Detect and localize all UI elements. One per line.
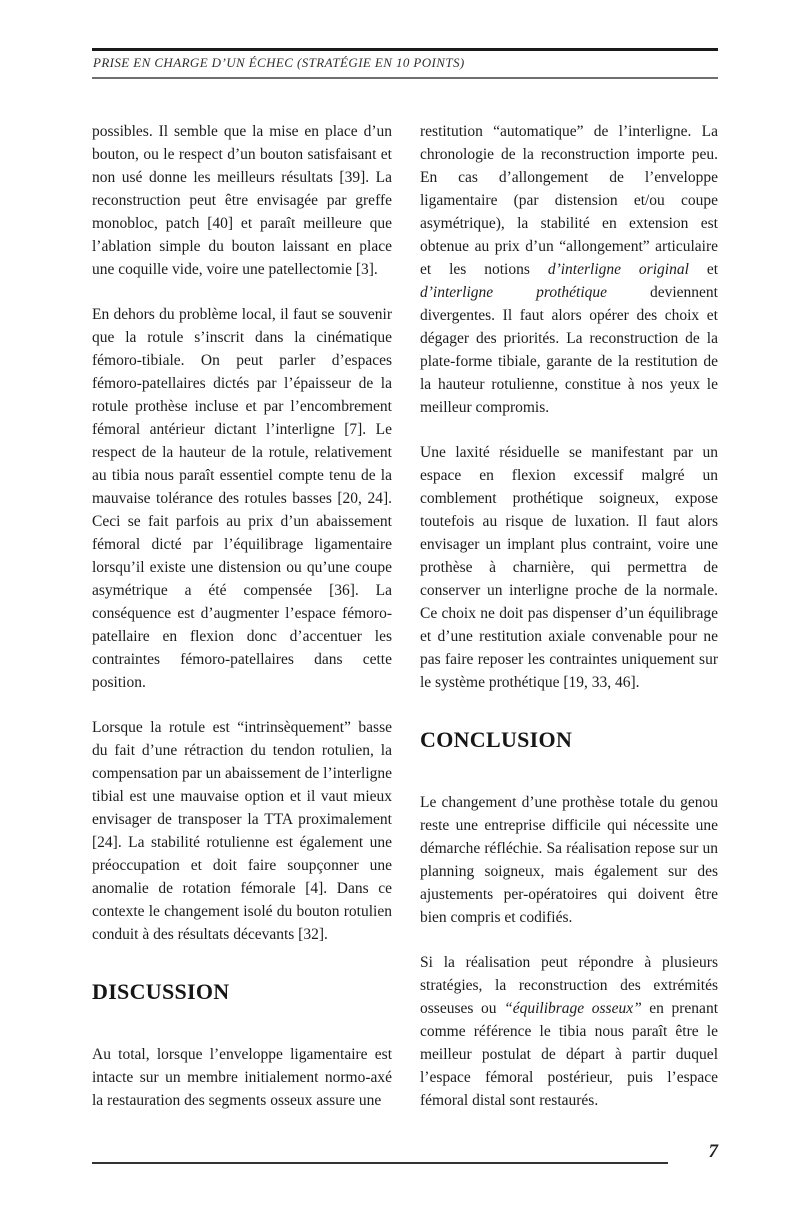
text-run: et <box>688 261 718 278</box>
text-run: En dehors du problème local, il faut se souvenir que la rotule s’inscrit dans la cinématique fémoro-tibiale. On peut parler d’espaces fémoro-patellaires dictés par l’épaisseur de la rotule prothèse incluse et par l’encombrement fémoral antérieur dictant l’interligne [7]. Le respect de la hauteur de la rotule, relativement au tibia nous paraît essentiel compte tenu de la mauvaise tolérance des rotules basses [20, 24]. Ceci se fait parfois au prix d’un abaissement fémoral dicté par l’équilibrage ligamentaire lorsqu’il existe une distension ou qu’une coupe asymétrique a été compensée [36]. La conséquence est d’augmenter l’espace fémoro-patellaire en flexion donc d’accentuer les contraintes fémoro-patellaires dans cette position. <box>92 306 392 691</box>
paragraph <box>92 1043 392 1112</box>
paragraph <box>420 951 718 1112</box>
italic-run: d’interligne original <box>547 261 689 278</box>
text-run: Si la réalisation peut répondre à plusieurs stratégies, la reconstruction des extrémités osseuses ou <box>420 954 718 1017</box>
header-bottom-rule <box>92 77 718 79</box>
paragraph <box>92 303 392 694</box>
paragraph <box>420 120 718 419</box>
text-run: Au total, lorsque l’enveloppe ligamentaire est intacte sur un membre initialement normo-axé la restauration des segments osseux assure une <box>92 1046 392 1109</box>
text-run: restitution “automatique” de l’interligne. La chronologie de la reconstruction importe peu. En cas d’allongement de l’enveloppe ligamentaire (par distension et/ou coupe asymétrique), la stabilité en extension est obtenue au prix d’un “allongement” articulaire et les notions <box>420 123 718 278</box>
text-run: Lorsque la rotule est “intrinsèquement” basse du fait d’une rétraction du tendon rotulien, la compensation par un abaissement de l’interligne tibial est une mauvaise option et il vaut mieux envisager de transposer la TTA proximalement [24]. La stabilité rotulienne est également une préoccupation et doit faire soupçonner une anomalie de rotation fémorale [4]. Dans ce contexte le changement isolé du bouton rotulien conduit à des résultats décevants [32]. <box>92 719 393 943</box>
italic-run: “équilibrage osseux” <box>504 1000 642 1017</box>
left-column <box>92 120 392 1134</box>
text-run: en prenant comme référence le tibia nous paraît être le meilleur postulat de départ à partir duquel l’espace fémoral postérieur, puis l’espace fémoral distal sont restaurés. <box>420 1000 718 1109</box>
paragraph <box>420 791 718 929</box>
section-heading-conclusion: CONCLUSION <box>420 727 573 752</box>
text-run: deviennent divergentes. Il faut alors opérer des choix et dégager des priorités. La reconstruction de la plate-forme tibiale, garante de la restitution de la hauteur rotulienne, constitue à nos yeux le meilleur compromis. <box>420 284 718 416</box>
section-heading-discussion: DISCUSSION <box>92 979 230 1004</box>
paragraph <box>92 120 392 281</box>
right-column <box>420 120 718 1134</box>
header-top-rule <box>92 48 718 51</box>
paragraph <box>420 441 718 694</box>
running-head: PRISE EN CHARGE D’UN ÉCHEC (STRATÉGIE EN 10 POINTS) <box>93 55 465 70</box>
page-number: 7 <box>708 1141 718 1162</box>
italic-run: d’interligne prothétique <box>420 284 608 301</box>
paragraph <box>92 716 392 946</box>
text-run: Une laxité résiduelle se manifestant par un espace en flexion excessif malgré un comblement prothétique soigneux, expose toutefois au risque de luxation. Il faut alors envisager un implant plus contraint, voire une prothèse à charnière, qui permettra de conserver un interligne proche de la normale. Ce choix ne doit pas dispenser d’un équilibrage et d’une restitution axiale convenable pour ne pas faire reposer les contraintes uniquement sur le système prothétique [19, 33, 46]. <box>420 444 718 691</box>
text-run: possibles. Il semble que la mise en place d’un bouton, ou le respect d’un bouton satisfaisant et non usé donne les meilleurs résultats [39]. La reconstruction peut être envisagée par greffe monobloc, patch [40] et paraît meilleure que l’ablation simple du bouton laissant en place une coquille vide, voire une patellectomie [3]. <box>92 123 392 278</box>
text-run: Le changement d’une prothèse totale du genou reste une entreprise difficile qui nécessite une démarche réfléchie. Sa réalisation repose sur un planning soigneux, mais également sur des ajustements per-opératoires qui doivent être bien compris et codifiés. <box>420 794 718 926</box>
